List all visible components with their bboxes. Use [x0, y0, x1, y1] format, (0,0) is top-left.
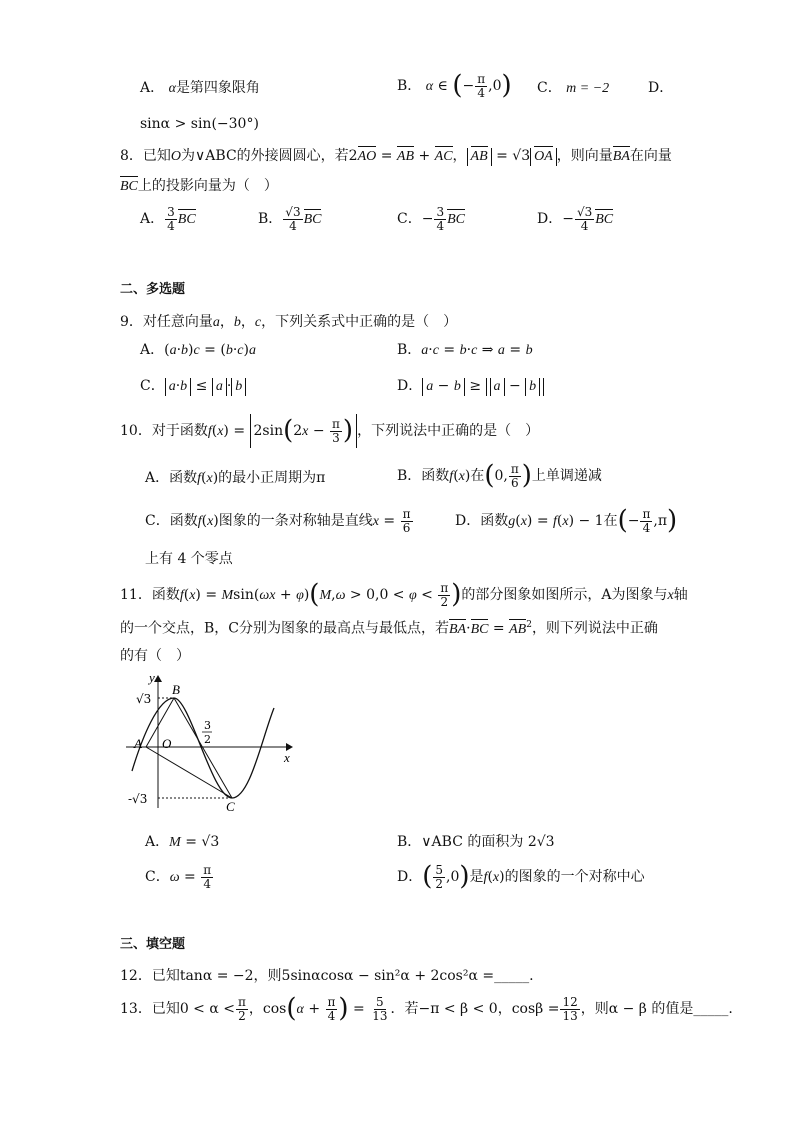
q11-option-b[interactable]: B．∨ABC 的面积为 2√3	[397, 834, 555, 850]
q9-option-a[interactable]: A．(a·b)c = (b·c)a	[140, 342, 256, 358]
q8-stem-line2: BC上的投影向量为（ ）	[120, 178, 278, 194]
q10-option-b[interactable]: B．函数f(x)在(0, $\frac{\pi}{6}$ )上单调递减	[397, 460, 602, 491]
point-a-label: A	[134, 736, 142, 751]
point-b-label: B	[172, 682, 180, 697]
point-c-label: C	[226, 799, 235, 814]
q13-blank[interactable]: _____	[693, 1001, 729, 1018]
q9-option-d[interactable]: D． a − b ≥ a − b	[397, 378, 544, 396]
q11-option-d[interactable]: D．( $\frac{5}{2}$ ,0)是f(x)的图象的一个对称中心	[397, 861, 645, 892]
q7-option-b[interactable]: B． α ∈ (− $\frac{\pi}{4}$ ,0)	[397, 70, 512, 101]
q11-option-c[interactable]: C．ω = $\frac{\pi}{4}$	[145, 863, 212, 891]
x-axis-label: x	[284, 750, 290, 765]
q11-sine-graph	[124, 668, 300, 816]
q7-option-a[interactable]: A． α是第四象限角	[140, 80, 260, 96]
q9-option-b[interactable]: B．a·c = b·c ⇒ a = b	[397, 342, 533, 358]
q11-stem-line2: 的一个交点，B，C分别为图象的最高点与最低点，若$BA\cdot BC = AB^2$，则下列说法中正确	[120, 620, 658, 637]
q10-option-c[interactable]: C．函数f(x)图象的一条对称轴是直线x = $\frac{\pi}{6}$	[145, 507, 411, 535]
q7-option-d[interactable]: D．	[648, 80, 674, 96]
q11-option-a[interactable]: A．M = √3	[145, 834, 220, 850]
three-halves-numerator: 3	[204, 719, 211, 732]
q11-stem: 11．函数f(x) = Msin(ωx + φ)(M,ω > 0,0 < φ < $\frac{\pi}{2}$ )的部分图象如图所示，A为图象与x轴	[120, 579, 688, 610]
q9-stem: 9．对任意向量a，b，c，下列关系式中正确的是（ ）	[120, 314, 458, 330]
section-title-fill-blank: 三、填空题	[120, 937, 186, 952]
neg-sqrt3-tick-label: -√3	[128, 792, 148, 806]
segment-bc	[174, 698, 232, 798]
q7-option-d-text: sinα > sin(−30°)	[140, 116, 259, 132]
q13-stem: 13．已知0 < α < $\frac{\pi}{2}$ ，cos(α + $\frac{\pi}{4}$ ) = $\frac{5}{13}$ ．若−π < β < 0，cosβ = $\frac{12}{13}$ ，则α − β 的值是_____.	[120, 993, 733, 1024]
sqrt3-tick-label: √3	[136, 692, 152, 706]
q8-option-d[interactable]: D．− $\frac{√3}{4}$ BC	[537, 205, 614, 233]
q12-stem: 12．已知tanα = −2，则5sinαcosα − sin²α + 2cos²α =_____.	[120, 968, 534, 984]
q10-option-d-cont: 上有 4 个零点	[145, 551, 233, 567]
q8-option-c[interactable]: C．− $\frac{3}{4}$ BC	[397, 205, 465, 233]
q10-option-a[interactable]: A．函数f(x)的最小正周期为π	[145, 470, 326, 486]
section-title-multi-choice: 二、多选题	[120, 282, 186, 297]
q12-blank[interactable]: _____	[494, 968, 530, 984]
q9-option-c[interactable]: C． a·b ≤ a · b	[140, 378, 246, 396]
q10-stem: 10．对于函数f(x) = 2sin(2x − $\frac{\pi}{3}$ ) ，下列说法中正确的是（ ）	[120, 414, 539, 448]
q10-option-d[interactable]: D．函数g(x) = f(x) − 1在(− $\frac{\pi}{4}$ ,π)	[455, 505, 678, 536]
q8-option-b[interactable]: B． $\frac{√3}{4}$ BC	[258, 205, 322, 233]
q11-stem-line3: 的有（ ）	[120, 648, 190, 664]
q7-option-c[interactable]: C． m = −2	[537, 80, 610, 96]
q8-option-a[interactable]: A． $\frac{3}{4}$ BC	[140, 205, 196, 233]
y-axis-label: y	[149, 670, 155, 685]
q8-stem: 8．已知O为∨ABC的外接圆圆心，若2AO = AB + AC， AB = √3 OA ，则向量BA在向量	[120, 148, 672, 164]
origin-label: O	[162, 736, 172, 751]
three-halves-denominator: 2	[204, 733, 211, 746]
segment-ac	[146, 747, 232, 798]
